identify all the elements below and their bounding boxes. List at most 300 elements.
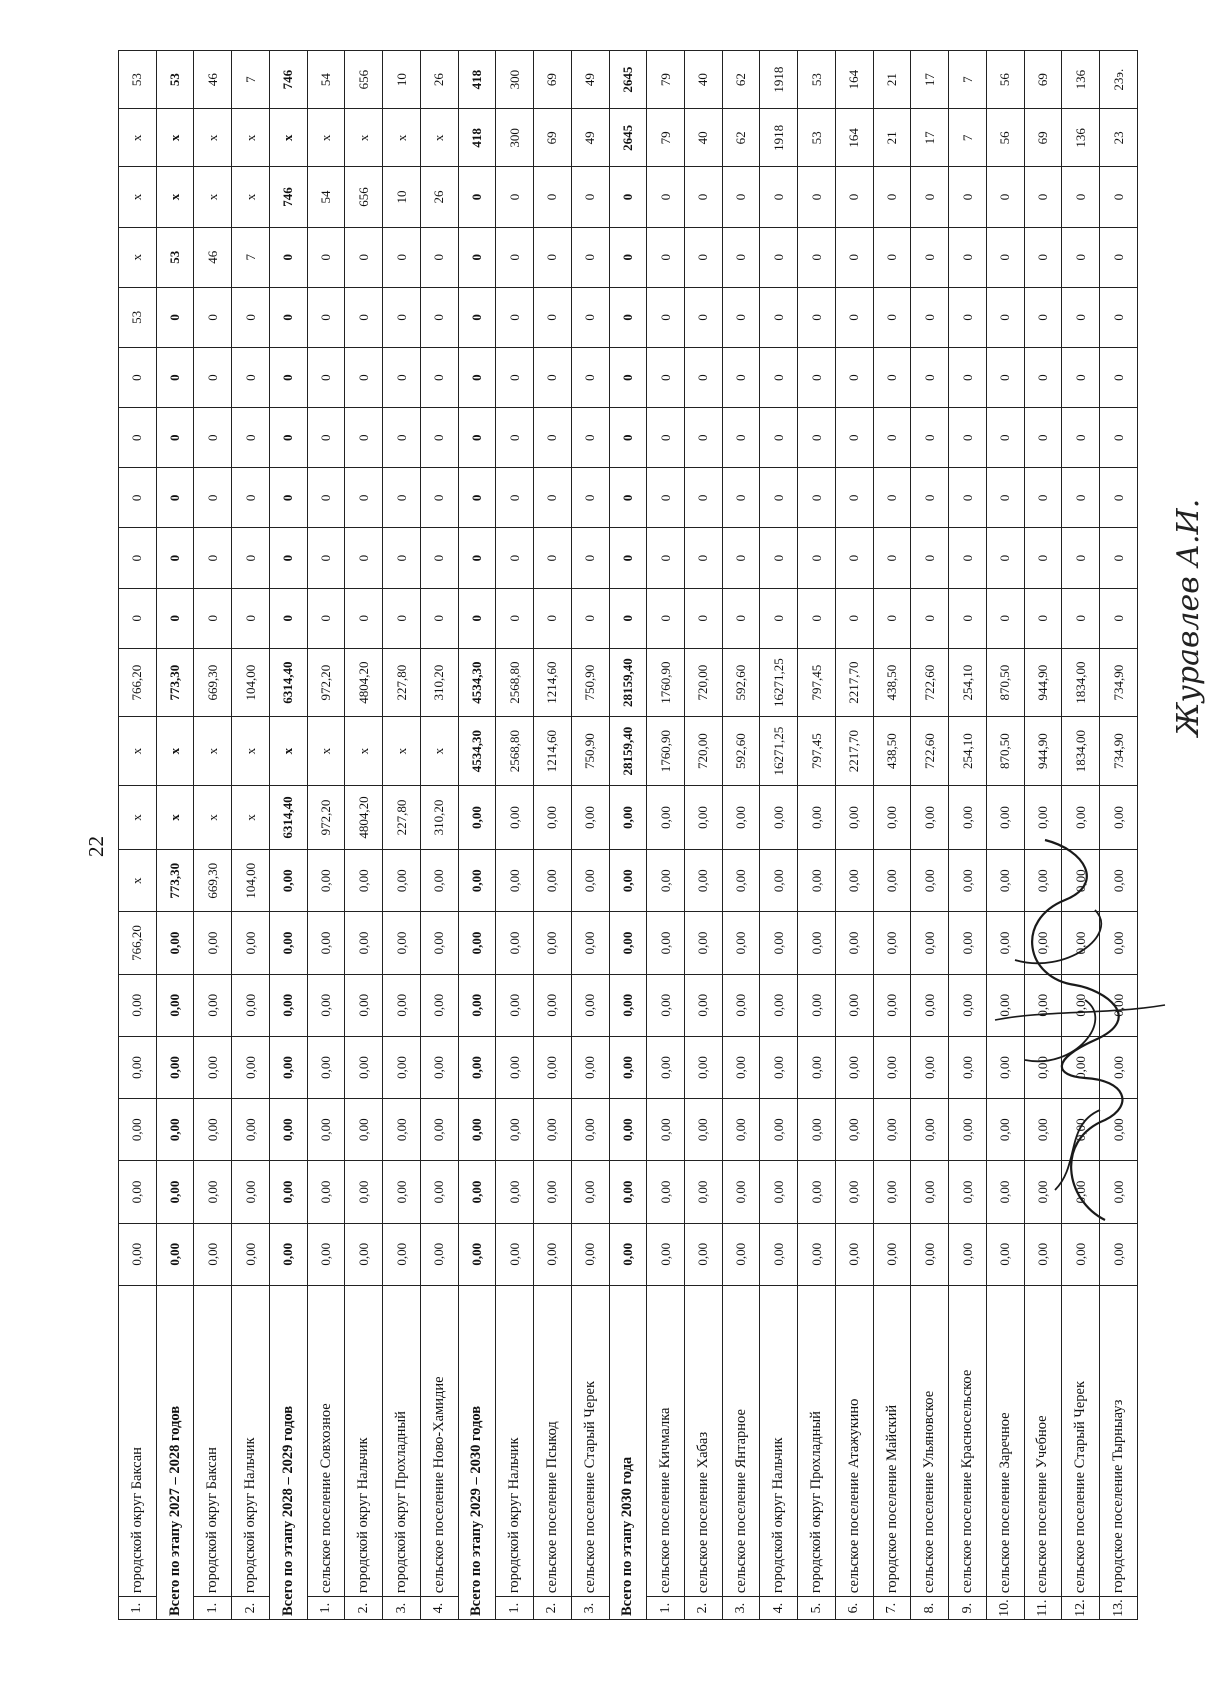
table-cell: 0,00 <box>458 974 496 1036</box>
table-cell: 0,00 <box>835 1223 873 1285</box>
table-cell: 0 <box>722 347 760 407</box>
table-cell: 0,00 <box>571 785 609 849</box>
table-cell: 0,00 <box>873 974 911 1036</box>
table-cell: 0,00 <box>835 1036 873 1098</box>
table-cell: 2568,80 <box>496 648 534 716</box>
table-cell: 0 <box>269 347 307 407</box>
table-cell: 46 <box>194 51 232 109</box>
table-cell: 0 <box>685 588 723 648</box>
table-cell: 6314,40 <box>269 648 307 716</box>
table-cell: 0 <box>269 408 307 468</box>
table-cell: 746 <box>269 167 307 227</box>
table-cell: 0 <box>420 528 458 588</box>
table-cell: 0,00 <box>458 1223 496 1285</box>
table-cell: 0 <box>647 167 685 227</box>
row-name-cell: Всего по этапу 2029 – 2030 годов <box>458 1285 496 1619</box>
table-cell: 0 <box>760 347 798 407</box>
table-cell: 0,00 <box>911 1036 949 1098</box>
table-cell: 0 <box>873 408 911 468</box>
page-number: 22 <box>84 836 108 857</box>
table-cell: 0 <box>1024 347 1062 407</box>
table-cell: 0,00 <box>420 912 458 974</box>
table-row <box>307 51 345 1620</box>
table-cell: 0,00 <box>760 974 798 1036</box>
table-cell: х <box>269 109 307 167</box>
table-cell: 0 <box>1062 468 1100 528</box>
table-cell: 0,00 <box>1024 785 1062 849</box>
table-cell: 0 <box>647 347 685 407</box>
row-name-cell: городской округ Баксан <box>194 1285 232 1596</box>
table-cell: 56 <box>986 51 1024 109</box>
table-cell: 0 <box>458 227 496 287</box>
table-cell: 0 <box>798 408 836 468</box>
row-name-cell: городской округ Баксан <box>119 1285 157 1596</box>
table-cell: 0,00 <box>798 1099 836 1161</box>
table-cell: 0,00 <box>496 785 534 849</box>
table-cell: 0 <box>420 468 458 528</box>
row-number-cell: 2. <box>232 1597 270 1620</box>
table-cell: х <box>420 717 458 785</box>
table-cell: 16271,25 <box>760 648 798 716</box>
table-cell: 0 <box>986 347 1024 407</box>
table-cell: 0,00 <box>609 974 647 1036</box>
table-cell: 0,00 <box>760 850 798 912</box>
table-cell: 4804,20 <box>345 648 383 716</box>
table-cell: 2645 <box>609 51 647 109</box>
table-row <box>571 51 609 1620</box>
table-cell: 0 <box>458 287 496 347</box>
table-cell: 0 <box>647 287 685 347</box>
table-cell: 0 <box>873 287 911 347</box>
row-number-cell: 5. <box>798 1597 836 1620</box>
table-cell: 53 <box>119 287 157 347</box>
table-cell: 0,00 <box>986 912 1024 974</box>
table-cell: 0,00 <box>420 1099 458 1161</box>
signature-image <box>955 760 1195 1240</box>
table-cell: 62 <box>722 51 760 109</box>
table-cell: 0 <box>119 468 157 528</box>
table-cell: 0,00 <box>647 1099 685 1161</box>
table-cell: 0 <box>1062 528 1100 588</box>
row-name-cell: сельское поселение Хабаз <box>685 1285 723 1596</box>
table-cell: 79 <box>647 109 685 167</box>
table-cell: 4534,30 <box>458 648 496 716</box>
table-row <box>760 51 798 1620</box>
table-cell: 972,20 <box>307 648 345 716</box>
table-cell: 0,00 <box>873 1099 911 1161</box>
table-cell: 0 <box>156 408 194 468</box>
table-cell: 0,00 <box>119 1161 157 1223</box>
table-cell: 0 <box>835 167 873 227</box>
table-cell: 0 <box>1024 588 1062 648</box>
table-cell: 0,00 <box>647 1036 685 1098</box>
table-cell: 0 <box>835 408 873 468</box>
table-cell: 17 <box>911 51 949 109</box>
table-row <box>119 51 157 1620</box>
table-row <box>685 51 723 1620</box>
row-number-cell: 8. <box>911 1597 949 1620</box>
table-cell: 28159,40 <box>609 717 647 785</box>
table-cell: 0,00 <box>609 1099 647 1161</box>
table-cell: 0,00 <box>534 850 572 912</box>
table-cell: 0,00 <box>1100 850 1138 912</box>
table-cell: 0,00 <box>722 912 760 974</box>
row-number-cell: 4. <box>420 1597 458 1620</box>
table-cell: х <box>156 167 194 227</box>
table-cell: 0,00 <box>1024 1161 1062 1223</box>
table-cell: 0 <box>911 287 949 347</box>
table-cell: 0 <box>873 528 911 588</box>
table-cell: 0,00 <box>496 1223 534 1285</box>
table-cell: 49 <box>571 51 609 109</box>
table-cell: 0,00 <box>345 974 383 1036</box>
table-cell: 0,00 <box>383 1161 421 1223</box>
table-cell: 1834,00 <box>1062 717 1100 785</box>
table-cell: 10 <box>383 51 421 109</box>
table-cell: 0,00 <box>269 1099 307 1161</box>
row-name-cell: сельское поселение Ново-Хамидие <box>420 1285 458 1596</box>
table-cell: 0 <box>722 528 760 588</box>
table-cell: 0 <box>835 287 873 347</box>
table-cell: 0 <box>458 167 496 227</box>
table-cell: 0,00 <box>685 912 723 974</box>
table-cell: 1760,90 <box>647 648 685 716</box>
table-cell: 2568,80 <box>496 717 534 785</box>
table-cell: 0,00 <box>458 850 496 912</box>
table-cell: 0 <box>269 287 307 347</box>
table-cell: 0 <box>534 528 572 588</box>
table-cell: 0,00 <box>383 1099 421 1161</box>
table-cell: 0 <box>232 347 270 407</box>
table-cell: 0,00 <box>194 1223 232 1285</box>
table-cell: 773,30 <box>156 648 194 716</box>
table-cell: х <box>119 109 157 167</box>
row-number-cell: 10. <box>986 1597 1024 1620</box>
table-cell: 1918 <box>760 51 798 109</box>
table-cell: 0 <box>383 528 421 588</box>
table-cell: х <box>232 785 270 849</box>
table-cell: х <box>307 717 345 785</box>
table-cell: 0,00 <box>383 850 421 912</box>
table-cell: 0,00 <box>685 974 723 1036</box>
table-cell: 2217,70 <box>835 717 873 785</box>
table-cell: 0 <box>119 408 157 468</box>
table-cell: 0,00 <box>307 912 345 974</box>
table-cell: 0,00 <box>194 1099 232 1161</box>
table-cell: 0,00 <box>232 912 270 974</box>
table-cell: 0,00 <box>760 1099 798 1161</box>
table-cell: 0 <box>1100 167 1138 227</box>
table-cell: х <box>232 167 270 227</box>
table-cell: 766,20 <box>119 648 157 716</box>
table-cell: 0,00 <box>156 1223 194 1285</box>
table-cell: 0 <box>647 408 685 468</box>
table-cell: 0,00 <box>949 785 987 849</box>
table-cell: 69 <box>534 109 572 167</box>
table-cell: 0 <box>232 588 270 648</box>
table-cell: 0 <box>760 468 798 528</box>
table-cell: 0 <box>1024 528 1062 588</box>
table-cell: 1918 <box>760 109 798 167</box>
table-cell: 0 <box>835 468 873 528</box>
table-cell: 0 <box>986 227 1024 287</box>
table-cell: 0,00 <box>307 1036 345 1098</box>
table-cell: 0,00 <box>534 912 572 974</box>
table-total-row <box>269 51 307 1620</box>
table-cell: х <box>194 717 232 785</box>
table-cell: 0 <box>534 347 572 407</box>
table-cell: 0,00 <box>232 974 270 1036</box>
table-cell: 0 <box>496 347 534 407</box>
table-cell: 0,00 <box>722 974 760 1036</box>
row-number-cell: 3. <box>383 1597 421 1620</box>
table-cell: х <box>307 109 345 167</box>
table-cell: 62 <box>722 109 760 167</box>
row-number-cell: 1. <box>496 1597 534 1620</box>
table-cell: 0 <box>194 468 232 528</box>
table-cell: 0 <box>194 408 232 468</box>
table-cell: 0,00 <box>1100 974 1138 1036</box>
table-cell: 0,00 <box>798 1223 836 1285</box>
table-cell: 23 <box>1100 109 1138 167</box>
table-cell: 734,90 <box>1100 717 1138 785</box>
table-cell: 7 <box>232 227 270 287</box>
table-cell: 0,00 <box>534 1099 572 1161</box>
table-cell: 0,00 <box>685 1099 723 1161</box>
table-cell: 0,00 <box>685 850 723 912</box>
table-cell: 0 <box>647 588 685 648</box>
table-cell: 0 <box>609 347 647 407</box>
table-cell: 0 <box>383 468 421 528</box>
table-cell: 0 <box>911 227 949 287</box>
table-cell: 0,00 <box>119 1036 157 1098</box>
table-cell: 0,00 <box>911 850 949 912</box>
row-number-cell: 11. <box>1024 1597 1062 1620</box>
table-cell: 0 <box>534 408 572 468</box>
table-cell: 0 <box>496 227 534 287</box>
row-name-cell: сельское поселение Псыкод <box>534 1285 572 1596</box>
table-cell: 0,00 <box>156 912 194 974</box>
table-cell: 7 <box>949 109 987 167</box>
table-cell: 0 <box>986 588 1024 648</box>
table-cell: 21 <box>873 109 911 167</box>
table-cell: 0,00 <box>420 1223 458 1285</box>
table-cell: 0,00 <box>383 1036 421 1098</box>
row-name-cell: сельское поселение Янтарное <box>722 1285 760 1596</box>
table-cell: 0 <box>307 528 345 588</box>
table-cell: 7 <box>232 51 270 109</box>
table-cell: х <box>194 785 232 849</box>
table-cell: 0 <box>986 287 1024 347</box>
table-cell: 0,00 <box>458 1161 496 1223</box>
row-number-cell: 2. <box>685 1597 723 1620</box>
table-cell: 40 <box>685 109 723 167</box>
table-cell: 0 <box>383 287 421 347</box>
row-name-cell: городское поселение Майский <box>873 1285 911 1596</box>
table-cell: 0 <box>760 227 798 287</box>
table-cell: 0 <box>269 528 307 588</box>
table-cell: 0,00 <box>269 974 307 1036</box>
table-cell: 17 <box>911 109 949 167</box>
table-cell: 0,00 <box>647 1161 685 1223</box>
table-cell: 26 <box>420 51 458 109</box>
table-cell: 0 <box>571 528 609 588</box>
table-cell: 0,00 <box>269 1036 307 1098</box>
table-cell: 0,00 <box>420 1161 458 1223</box>
table-cell: 0,00 <box>1100 1161 1138 1223</box>
table-cell: 418 <box>458 51 496 109</box>
table-cell: 0 <box>609 408 647 468</box>
table-cell: 56 <box>986 109 1024 167</box>
table-cell: 0,00 <box>156 1161 194 1223</box>
table-cell: 0 <box>458 588 496 648</box>
table-cell: 0 <box>986 528 1024 588</box>
table-cell: 0 <box>232 468 270 528</box>
table-cell: 0 <box>911 347 949 407</box>
table-cell: 0 <box>835 588 873 648</box>
table-cell: 0 <box>156 468 194 528</box>
table-cell: 16271,25 <box>760 717 798 785</box>
table-cell: 0 <box>383 588 421 648</box>
table-cell: 0,00 <box>1100 1099 1138 1161</box>
table-cell: 310,20 <box>420 785 458 849</box>
table-cell: 0 <box>1100 347 1138 407</box>
table-total-row <box>156 51 194 1620</box>
table-cell: х <box>345 109 383 167</box>
table-cell: 0,00 <box>1100 1036 1138 1098</box>
table-cell: 0 <box>798 528 836 588</box>
table-cell: 0 <box>798 287 836 347</box>
table-total-row <box>609 51 647 1620</box>
row-number-cell: 12. <box>1062 1597 1100 1620</box>
table-cell: 0 <box>1100 528 1138 588</box>
table-cell: 0 <box>949 167 987 227</box>
table-cell: 0 <box>269 468 307 528</box>
table-cell: 0 <box>609 468 647 528</box>
table-cell: 0 <box>1100 408 1138 468</box>
table-cell: 0 <box>760 528 798 588</box>
table-cell: 0 <box>1100 588 1138 648</box>
table-cell: 26 <box>420 167 458 227</box>
row-number-cell: 2. <box>345 1597 383 1620</box>
table-cell: 0 <box>307 287 345 347</box>
table-cell: 0 <box>1024 287 1062 347</box>
table-cell: 0,00 <box>873 1036 911 1098</box>
row-number-cell: 1. <box>119 1597 157 1620</box>
row-name-cell: Всего по этапу 2027 – 2028 годов <box>156 1285 194 1619</box>
table-cell: 0 <box>949 528 987 588</box>
table-cell: 79 <box>647 51 685 109</box>
table-cell: 1214,60 <box>534 648 572 716</box>
table-cell: 0 <box>420 227 458 287</box>
row-name-cell: сельское поселение Заречное <box>986 1285 1024 1596</box>
table-cell: 0,00 <box>307 974 345 1036</box>
table-cell: 0,00 <box>269 850 307 912</box>
table-cell: 797,45 <box>798 717 836 785</box>
table-cell: 0 <box>986 167 1024 227</box>
table-cell: 0,00 <box>949 1223 987 1285</box>
table-cell: 0 <box>798 167 836 227</box>
table-cell: 0 <box>760 588 798 648</box>
row-name-cell: Всего по этапу 2028 – 2029 годов <box>269 1285 307 1619</box>
table-cell: 0,00 <box>1024 1099 1062 1161</box>
table-cell: 0 <box>873 347 911 407</box>
row-number-cell: 2. <box>534 1597 572 1620</box>
table-cell: 418 <box>458 109 496 167</box>
table-cell: 0 <box>571 347 609 407</box>
table-cell: 136 <box>1062 51 1100 109</box>
table-cell: 0,00 <box>647 974 685 1036</box>
table-cell: 0,00 <box>534 1223 572 1285</box>
table-cell: 0,00 <box>1100 1223 1138 1285</box>
table-cell: 0,00 <box>873 1161 911 1223</box>
table-cell: 0,00 <box>911 785 949 849</box>
table-cell: х <box>119 717 157 785</box>
table-cell: 46 <box>194 227 232 287</box>
table-cell: 0,00 <box>420 850 458 912</box>
table-cell: 0 <box>307 227 345 287</box>
table-cell: 0,00 <box>1024 974 1062 1036</box>
table-cell: 0 <box>722 468 760 528</box>
table-cell: 69 <box>534 51 572 109</box>
table-cell: 0,00 <box>345 1223 383 1285</box>
table-cell: 656 <box>345 167 383 227</box>
table-cell: 0,00 <box>609 1223 647 1285</box>
table-cell: 23э. <box>1100 51 1138 109</box>
table-cell: 0,00 <box>1024 1223 1062 1285</box>
table-cell: 1834,00 <box>1062 648 1100 716</box>
table-cell: х <box>232 109 270 167</box>
table-cell: х <box>156 109 194 167</box>
table-row <box>722 51 760 1620</box>
table-cell: 0,00 <box>383 912 421 974</box>
table-cell: 0 <box>835 347 873 407</box>
table-cell: 0,00 <box>798 785 836 849</box>
table-cell: 0,00 <box>1062 974 1100 1036</box>
row-number-cell: 6. <box>835 1597 873 1620</box>
row-name-cell: сельское поселение Кичмалка <box>647 1285 685 1596</box>
row-name-cell: городское поселение Тырныауз <box>1100 1285 1138 1596</box>
table-cell: 0 <box>345 287 383 347</box>
table-cell: 0 <box>722 588 760 648</box>
table-cell: 0 <box>194 528 232 588</box>
table-cell: 0,00 <box>609 1161 647 1223</box>
table-cell: 0,00 <box>798 1036 836 1098</box>
row-number-cell: 4. <box>760 1597 798 1620</box>
table-cell: 0 <box>156 588 194 648</box>
table-cell: 0 <box>345 408 383 468</box>
table-cell: 0 <box>685 468 723 528</box>
table-cell: 669,30 <box>194 850 232 912</box>
table-cell: 0,00 <box>458 785 496 849</box>
table-cell: 0 <box>949 347 987 407</box>
table-cell: 0 <box>1062 227 1100 287</box>
table-cell: 0 <box>194 287 232 347</box>
table-cell: 0,00 <box>458 1036 496 1098</box>
table-cell: 0 <box>685 227 723 287</box>
table-cell: 0 <box>1100 287 1138 347</box>
table-cell: 0 <box>873 468 911 528</box>
table-row <box>496 51 534 1620</box>
table-cell: 0,00 <box>722 1036 760 1098</box>
table-cell: х <box>119 850 157 912</box>
table-cell: 0 <box>722 167 760 227</box>
table-cell: 0 <box>571 227 609 287</box>
table-cell: 0 <box>420 408 458 468</box>
table-cell: 0,00 <box>722 1223 760 1285</box>
table-cell: 1760,90 <box>647 717 685 785</box>
table-cell: 0,00 <box>949 1099 987 1161</box>
